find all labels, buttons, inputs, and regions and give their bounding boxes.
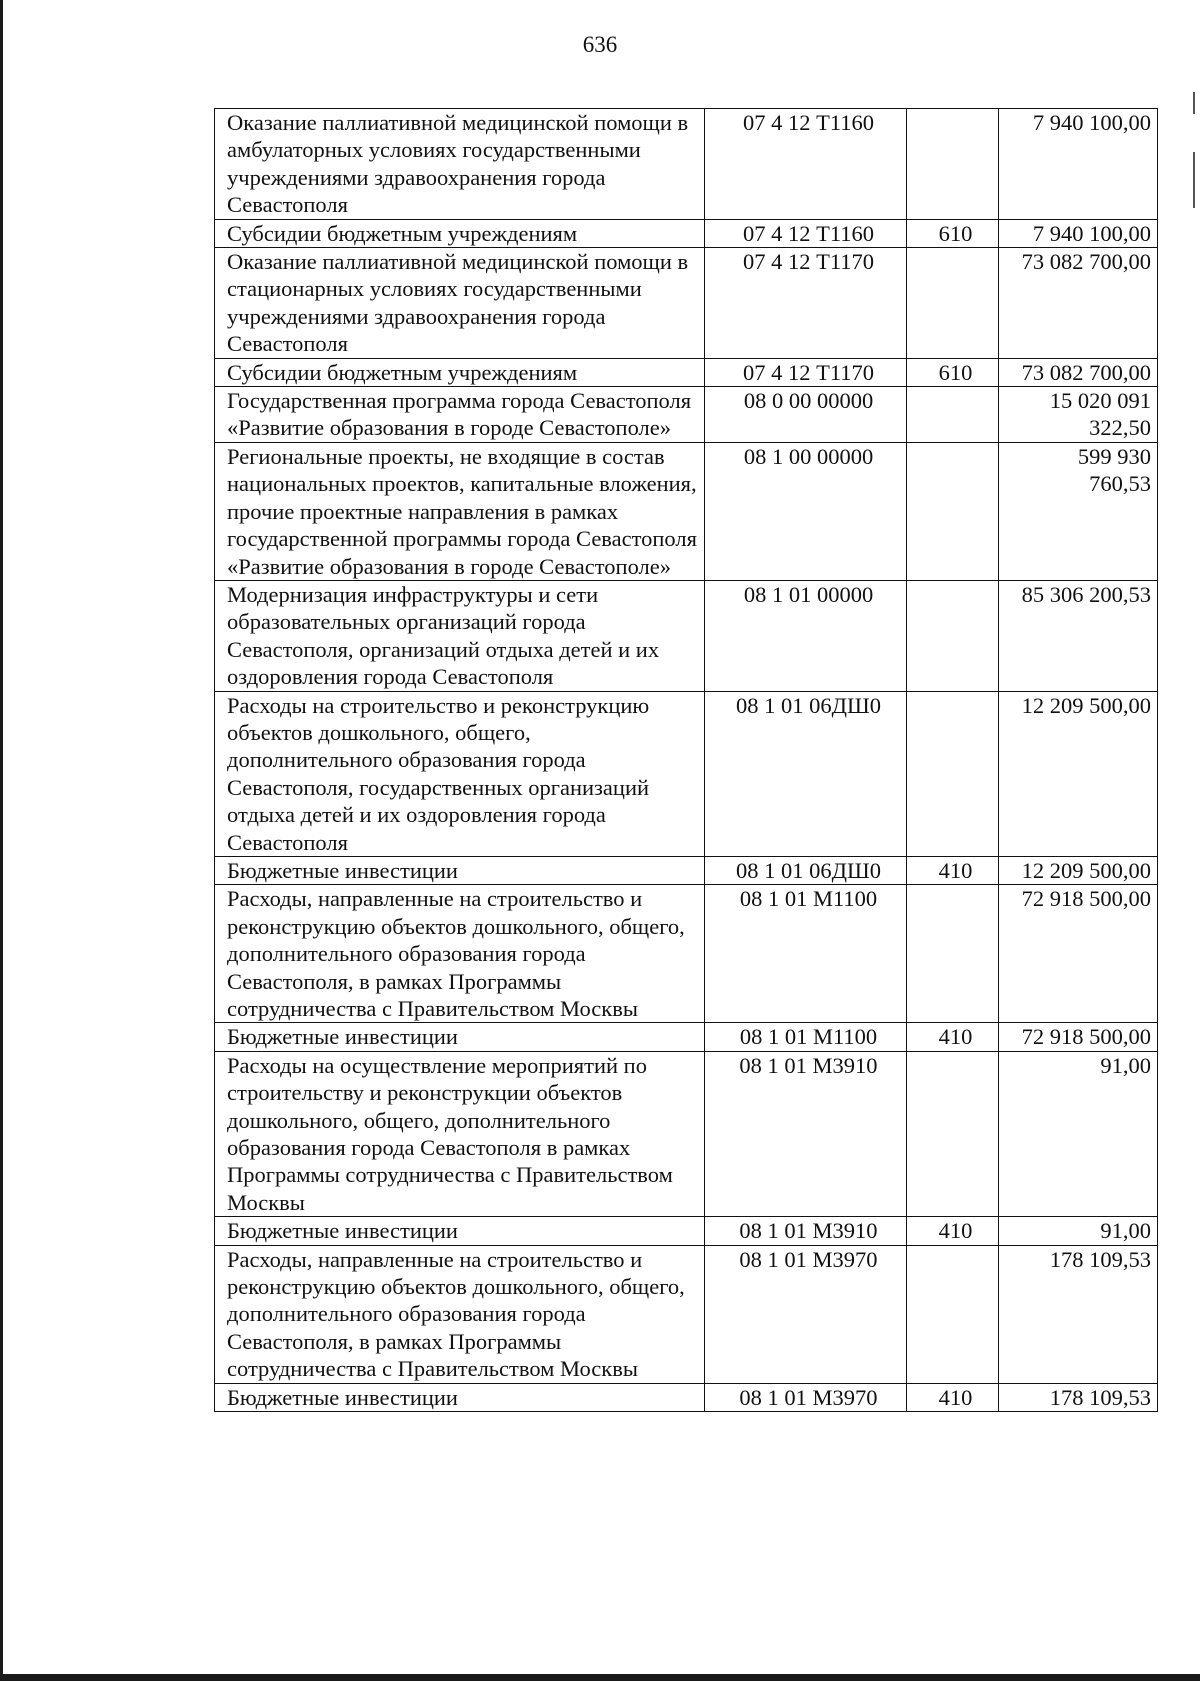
expense-name-cell: Бюджетные инвестиции — [215, 856, 705, 884]
expense-name-cell: Субсидии бюджетным учреждениям — [215, 358, 705, 386]
budget-table-body — [215, 109, 1158, 1412]
expense-type-cell — [907, 691, 999, 856]
expense-type-cell — [907, 109, 999, 220]
amount-cell: 7 940 100,00 — [999, 109, 1158, 220]
table-row — [215, 1245, 1158, 1383]
target-article-code-cell: 08 1 01 М3910 — [705, 1051, 907, 1216]
expense-name-cell: Государственная программа города Севастополя «Развитие образования в городе Севастополе» — [215, 387, 705, 443]
table-row — [215, 109, 1158, 220]
amount-cell: 91,00 — [999, 1051, 1158, 1216]
expense-type-cell — [907, 1245, 999, 1383]
scan-right-mark — [1193, 92, 1195, 114]
expense-type-cell — [907, 580, 999, 691]
amount-cell: 15 020 091 322,50 — [999, 387, 1158, 443]
expense-type-cell: 610 — [907, 358, 999, 386]
expense-type-cell — [907, 442, 999, 580]
target-article-code-cell: 08 1 01 06ДШ0 — [705, 691, 907, 856]
table-row — [215, 691, 1158, 856]
target-article-code-cell: 08 1 01 М3970 — [705, 1383, 907, 1411]
amount-cell: 85 306 200,53 — [999, 580, 1158, 691]
target-article-code-cell: 08 1 01 М1100 — [705, 885, 907, 1023]
scan-bottom-edge — [0, 1674, 1200, 1681]
expense-type-cell — [907, 885, 999, 1023]
table-row — [215, 358, 1158, 386]
budget-table — [214, 108, 1158, 1412]
expense-type-cell: 410 — [907, 1383, 999, 1411]
target-article-code-cell: 07 4 12 Т1170 — [705, 358, 907, 386]
amount-cell: 72 918 500,00 — [999, 885, 1158, 1023]
target-article-code-cell: 08 1 01 М3910 — [705, 1217, 907, 1245]
expense-name-cell: Расходы на строительство и реконструкцию объектов дошкольного, общего, дополнительного образования города Севастополя, государственных организаций отдыха детей и их оздоровления города Севастополя — [215, 691, 705, 856]
expense-name-cell: Расходы на осуществление мероприятий по строительству и реконструкции объектов дошкольного, общего, дополнительного образования города Севастополя в рамках Программы сотрудничества с Правительством Москвы — [215, 1051, 705, 1216]
target-article-code-cell: 08 1 01 М3970 — [705, 1245, 907, 1383]
table-row — [215, 248, 1158, 359]
amount-cell: 12 209 500,00 — [999, 691, 1158, 856]
expense-name-cell: Расходы, направленные на строительство и реконструкцию объектов дошкольного, общего, дополнительного образования города Севастополя, в рамках Программы сотрудничества с Правительством Москвы — [215, 1245, 705, 1383]
amount-cell: 72 918 500,00 — [999, 1023, 1158, 1051]
amount-cell: 178 109,53 — [999, 1383, 1158, 1411]
target-article-code-cell: 07 4 12 Т1160 — [705, 109, 907, 220]
expense-name-cell: Оказание паллиативной медицинской помощи в стационарных условиях государственными учреждениями здравоохранения города Севастополя — [215, 248, 705, 359]
expense-type-cell — [907, 387, 999, 443]
table-row — [215, 856, 1158, 884]
expense-name-cell: Субсидии бюджетным учреждениям — [215, 219, 705, 247]
expense-name-cell: Модернизация инфраструктуры и сети образовательных организаций города Севастополя, организаций отдыха детей и их оздоровления города Севастополя — [215, 580, 705, 691]
table-row — [215, 1217, 1158, 1245]
expense-name-cell: Расходы, направленные на строительство и реконструкцию объектов дошкольного, общего, дополнительного образования города Севастополя, в рамках Программы сотрудничества с Правительством Москвы — [215, 885, 705, 1023]
page-number: 636 — [582, 32, 618, 57]
table-row — [215, 1051, 1158, 1216]
amount-cell: 599 930 760,53 — [999, 442, 1158, 580]
table-row — [215, 442, 1158, 580]
table-row — [215, 387, 1158, 443]
amount-cell: 73 082 700,00 — [999, 248, 1158, 359]
expense-type-cell: 610 — [907, 219, 999, 247]
expense-type-cell: 410 — [907, 1217, 999, 1245]
target-article-code-cell: 08 1 01 М1100 — [705, 1023, 907, 1051]
target-article-code-cell: 08 1 01 06ДШ0 — [705, 856, 907, 884]
target-article-code-cell: 08 0 00 00000 — [705, 387, 907, 443]
expense-name-cell: Бюджетные инвестиции — [215, 1023, 705, 1051]
table-row — [215, 1383, 1158, 1411]
amount-cell: 7 940 100,00 — [999, 219, 1158, 247]
scan-right-mark — [1193, 152, 1195, 208]
amount-cell: 91,00 — [999, 1217, 1158, 1245]
expense-type-cell: 410 — [907, 1023, 999, 1051]
table-row — [215, 885, 1158, 1023]
expense-type-cell — [907, 1051, 999, 1216]
target-article-code-cell: 07 4 12 Т1160 — [705, 219, 907, 247]
expense-type-cell: 410 — [907, 856, 999, 884]
table-row — [215, 219, 1158, 247]
table-row — [215, 1023, 1158, 1051]
amount-cell: 73 082 700,00 — [999, 358, 1158, 386]
expense-name-cell: Бюджетные инвестиции — [215, 1383, 705, 1411]
target-article-code-cell: 08 1 01 00000 — [705, 580, 907, 691]
scan-left-edge — [0, 0, 3, 1681]
target-article-code-cell: 08 1 00 00000 — [705, 442, 907, 580]
amount-cell: 178 109,53 — [999, 1245, 1158, 1383]
expense-name-cell: Региональные проекты, не входящие в состав национальных проектов, капитальные вложения, прочие проектные направления в рамках государственной программы города Севастополя «Развитие образования в городе Севастополе» — [215, 442, 705, 580]
expense-type-cell — [907, 248, 999, 359]
amount-cell: 12 209 500,00 — [999, 856, 1158, 884]
expense-name-cell: Бюджетные инвестиции — [215, 1217, 705, 1245]
target-article-code-cell: 07 4 12 Т1170 — [705, 248, 907, 359]
table-row — [215, 580, 1158, 691]
expense-name-cell: Оказание паллиативной медицинской помощи в амбулаторных условиях государственными учреждениями здравоохранения города Севастополя — [215, 109, 705, 220]
